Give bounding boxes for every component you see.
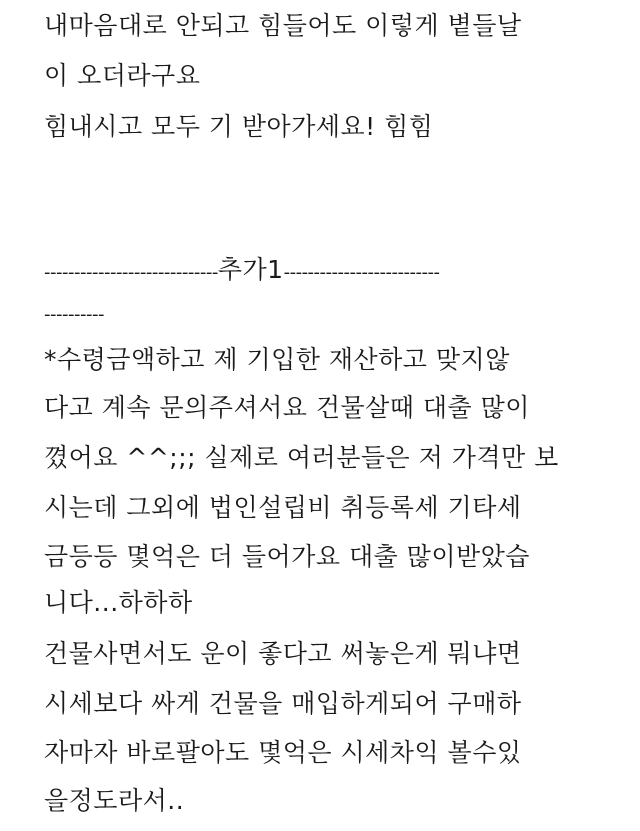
divider-label: 추가1	[217, 255, 284, 284]
text-line: 시는데 그외에 법인설립비 취등록세 기타세	[44, 493, 522, 522]
text-line: 힘내시고 모두 기 받아가세요! 힘힘	[44, 112, 434, 141]
divider-dashes-left: -----------------------------	[44, 262, 218, 283]
text-line: 시세보다 싸게 건물을 매입하게되어 구매하	[44, 689, 522, 718]
divider-dashes-right: --------------------------	[283, 262, 440, 283]
text-line: 자마자 바로팔아도 몇억은 시세차익 볼수있	[44, 738, 522, 767]
text-line: 니다...하하하	[44, 588, 193, 617]
section-divider-continuation: ----------	[44, 304, 104, 325]
text-line: *수령금액하고 제 기입한 재산하고 맞지않	[44, 345, 510, 374]
text-line: 다고 계속 문의주셔서요 건물살때 대출 많이	[44, 393, 530, 422]
text-line: 금등등 몇억은 더 들어가요 대출 많이받았습	[44, 542, 530, 571]
text-line: 이 오더라구요	[44, 61, 201, 90]
text-line: 건물사면서도 운이 좋다고 써놓은게 뭐냐면	[44, 639, 522, 668]
text-line: 꼈어요 ^^;;; 실제로 여러분들은 저 가격만 보	[44, 443, 559, 472]
text-line: 내마음대로 안되고 힘들어도 이렇게 볕들날	[44, 11, 522, 40]
section-divider	[44, 257, 439, 286]
text-line: 을정도라서..	[44, 786, 185, 815]
